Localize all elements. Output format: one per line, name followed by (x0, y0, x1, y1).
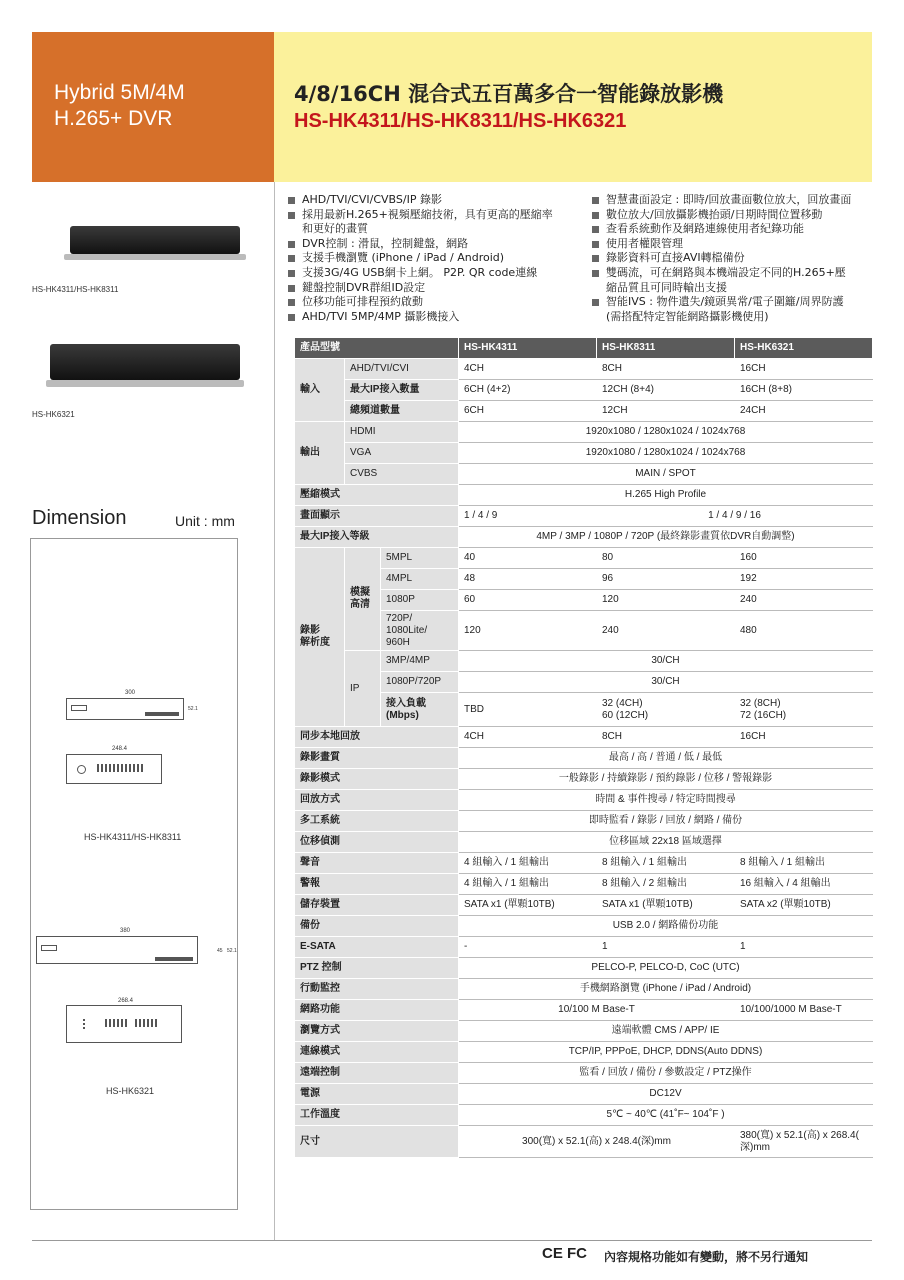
cell: 12CH (597, 401, 735, 422)
certification-marks: CE FC (542, 1245, 587, 1262)
row-label: 720P/ 1080Lite/ 960H (381, 611, 459, 651)
cell: 480 (735, 611, 873, 651)
row-group-rec-res: 錄影 解析度 (295, 548, 345, 727)
drawing-detail (71, 705, 87, 711)
row-label: 接入負載 (Mbps) (381, 693, 459, 727)
row-label: 電源 (295, 1084, 459, 1105)
feature-item-continued: 縮品質且可同時輸出支援 (606, 280, 727, 294)
cell: SATA x2 (單顆10TB) (735, 895, 873, 916)
table-row (295, 527, 873, 548)
cell: 24CH (735, 401, 873, 422)
row-label: 4MPL (381, 569, 459, 590)
table-row (295, 769, 873, 790)
feature-item: 採用最新H.265+視頻壓縮技術，具有更高的壓縮率 (288, 208, 588, 223)
drawing-detail (145, 712, 179, 716)
table-row (295, 1042, 873, 1063)
cell: DC12V (459, 1084, 873, 1105)
row-label: 連線模式 (295, 1042, 459, 1063)
row-label: 畫面顯示 (295, 506, 459, 527)
cell: 192 (735, 569, 873, 590)
row-label: 5MPL (381, 548, 459, 569)
cell: 4 組輸入 / 1 組輸出 (459, 853, 597, 874)
row-label: 錄影畫質 (295, 748, 459, 769)
table-row (295, 727, 873, 748)
spec-table (294, 337, 873, 1158)
feature-item: 雙碼流，可在網路與本機端設定不同的H.265+壓 (592, 266, 877, 281)
series-name (54, 80, 185, 132)
feature-item: 使用者權限管理 (592, 237, 877, 252)
feature-item: AHD/TVI/CVI/CVBS/IP 錄影 (288, 193, 588, 208)
table-row (295, 1126, 873, 1158)
table-row (295, 874, 873, 895)
cell: 32 (4CH) 60 (12CH) (597, 693, 735, 727)
cell: 48 (459, 569, 597, 590)
row-label: PTZ 控制 (295, 958, 459, 979)
model-numbers: HS-HK4311/HS-HK8311/HS-HK6321 (294, 110, 627, 132)
cell: 32 (8CH) 72 (16CH) (735, 693, 873, 727)
table-row (295, 1084, 873, 1105)
feature-item: 位移功能可排程預約啟動 (288, 295, 588, 310)
cell: 96 (597, 569, 735, 590)
drawing-detail (135, 1019, 159, 1027)
feature-item-continued: (需搭配特定智能網路攝影機使用) (606, 309, 769, 323)
dim-label: 380 (120, 928, 131, 934)
dimension-unit: Unit : mm (175, 513, 235, 529)
dim-label: 248.4 (112, 746, 128, 752)
header-series-block (32, 32, 274, 182)
cell: 1 / 4 / 9 (459, 506, 597, 527)
col-header-model: 產品型號 (295, 338, 459, 359)
table-row (295, 811, 873, 832)
row-label: 3MP/4MP (381, 651, 459, 672)
feature-item: AHD/TVI 5MP/4MP 攝影機接入 (288, 310, 588, 325)
cell: 4 組輸入 / 1 組輸出 (459, 874, 597, 895)
feature-item: 數位放大/回放攝影機抬頭/日期時間位置移動 (592, 208, 877, 223)
cell: 120 (459, 611, 597, 651)
table-row (295, 443, 873, 464)
header-title-block (274, 32, 872, 182)
cell: 120 (597, 590, 735, 611)
feature-item: 鍵盤控制DVR群組ID設定 (288, 281, 588, 296)
cell: 16CH (735, 359, 873, 380)
row-label: 最大IP接入等級 (295, 527, 459, 548)
footer-divider (32, 1240, 872, 1241)
cell: MAIN / SPOT (459, 464, 873, 485)
cell: PELCO-P, PELCO-D, CoC (UTC) (459, 958, 873, 979)
cell: 16 組輸入 / 4 組輸出 (735, 874, 873, 895)
row-subgroup-ip: IP (345, 651, 381, 727)
cell: 1 (597, 937, 735, 958)
table-header-row (295, 338, 873, 359)
table-row (295, 1021, 873, 1042)
row-label: 儲存裝置 (295, 895, 459, 916)
table-row (295, 937, 873, 958)
feature-item: 智能IVS : 物件遺失/鏡頭異常/電子圍籬/周界防護 (592, 295, 877, 310)
cell: 遠端軟體 CMS / APP/ IE (459, 1021, 873, 1042)
series-line-1: Hybrid 5M/4M (54, 81, 185, 104)
cell: SATA x1 (單顆10TB) (459, 895, 597, 916)
row-label: CVBS (345, 464, 459, 485)
table-row (295, 548, 873, 569)
row-label: 壓縮模式 (295, 485, 459, 506)
row-group-output: 輸出 (295, 422, 345, 485)
drawing-detail (97, 764, 143, 772)
drawing-detail (83, 1019, 91, 1029)
row-label: 警報 (295, 874, 459, 895)
table-row (295, 1063, 873, 1084)
cell: TCP/IP, PPPoE, DHCP, DDNS(Auto DDNS) (459, 1042, 873, 1063)
row-label: VGA (345, 443, 459, 464)
column-divider (274, 182, 275, 1240)
feature-item: DVR控制 : 滑鼠，控制鍵盤，網路 (288, 237, 588, 252)
row-label: 多工系統 (295, 811, 459, 832)
drawing-detail (41, 945, 57, 951)
row-label: 位移偵測 (295, 832, 459, 853)
page-title: 4/8/16CH 混合式五百萬多合一智能錄放影機 (294, 82, 724, 106)
dim-label: 52.1 (227, 948, 237, 954)
table-row (295, 1105, 873, 1126)
cell: TBD (459, 693, 597, 727)
front-view-small (66, 698, 184, 720)
row-subgroup-analog: 模擬 高清 (345, 548, 381, 651)
cell: 4CH (459, 727, 597, 748)
cell: 40 (459, 548, 597, 569)
row-label: 回放方式 (295, 790, 459, 811)
dim-label: 268.4 (118, 998, 134, 1004)
row-label: 最大IP接入數量 (345, 380, 459, 401)
drawing-detail (77, 765, 86, 774)
table-row (295, 693, 873, 727)
cell: 12CH (8+4) (597, 380, 735, 401)
feature-item: 查看系統動作及網路連線使用者紀錄功能 (592, 222, 877, 237)
table-row (295, 464, 873, 485)
cell: SATA x1 (單顆10TB) (597, 895, 735, 916)
table-row (295, 359, 873, 380)
cell: 最高 / 高 / 普通 / 低 / 最低 (459, 748, 873, 769)
col-header-m2: HS-HK8311 (597, 338, 735, 359)
cell: H.265 High Profile (459, 485, 873, 506)
row-label: 網路功能 (295, 1000, 459, 1021)
cell: 監看 / 回放 / 備份 / 參數設定 / PTZ操作 (459, 1063, 873, 1084)
cell: 4MP / 3MP / 1080P / 720P (最終錄影畫質依DVR自動調整) (459, 527, 873, 548)
table-row (295, 979, 873, 1000)
cell: 240 (597, 611, 735, 651)
cell: 手機網路瀏覽 (iPhone / iPad / Android) (459, 979, 873, 1000)
row-label: 同步本地回放 (295, 727, 459, 748)
cell: 160 (735, 548, 873, 569)
cell: 6CH (459, 401, 597, 422)
cell: 380(寬) x 52.1(高) x 268.4( 深)mm (735, 1126, 873, 1158)
cell: 80 (597, 548, 735, 569)
cell: 即時監看 / 錄影 / 回放 / 網路 / 備份 (459, 811, 873, 832)
row-label: AHD/TVI/CVI (345, 359, 459, 380)
feature-item: 智慧畫面設定 : 即時/回放畫面數位放大，回放畫面 (592, 193, 877, 208)
cell: 1920x1080 / 1280x1024 / 1024x768 (459, 443, 873, 464)
table-row (295, 958, 873, 979)
cell: 30/CH (459, 672, 873, 693)
cell: 8 組輸入 / 2 組輸出 (597, 874, 735, 895)
cell: USB 2.0 / 網路備份功能 (459, 916, 873, 937)
cell: 6CH (4+2) (459, 380, 597, 401)
table-row (295, 651, 873, 672)
row-label: E-SATA (295, 937, 459, 958)
cell: 時間 & 事件搜尋 / 特定時間搜尋 (459, 790, 873, 811)
table-row (295, 401, 873, 422)
cell: 8 組輸入 / 1 組輸出 (597, 853, 735, 874)
table-row (295, 748, 873, 769)
feature-item: 支援3G/4G USB網卡上網。 P2P. QR code連線 (288, 266, 588, 281)
series-line-2: H.265+ DVR (54, 107, 173, 130)
row-label: 總頻道數量 (345, 401, 459, 422)
cell: 8CH (597, 359, 735, 380)
row-group-input: 輸入 (295, 359, 345, 422)
row-label: 錄影模式 (295, 769, 459, 790)
cell: 5℃ ~ 40℃ (41˚F~ 104˚F ) (459, 1105, 873, 1126)
cell: 16CH (735, 727, 873, 748)
dim-label: 45 (217, 948, 223, 954)
rear-view-small (66, 754, 162, 784)
feature-item-continued: 和更好的畫質 (302, 222, 368, 236)
row-label: 尺寸 (295, 1126, 459, 1158)
cell: 位移區域 22x18 區域選擇 (459, 832, 873, 853)
row-label: 瀏覽方式 (295, 1021, 459, 1042)
cell: 10/100 M Base-T (459, 1000, 735, 1021)
rear-view-large (66, 1005, 182, 1043)
product-shadow (64, 254, 246, 260)
cell: 8 組輸入 / 1 組輸出 (735, 853, 873, 874)
cell: 10/100/1000 M Base-T (735, 1000, 873, 1021)
row-label: 工作溫度 (295, 1105, 459, 1126)
col-header-m1: HS-HK4311 (459, 338, 597, 359)
product-shadow (46, 380, 244, 387)
table-row (295, 590, 873, 611)
row-label: 遠端控制 (295, 1063, 459, 1084)
feature-list-right (592, 193, 877, 324)
table-row (295, 506, 873, 527)
dim-label: 52.1 (188, 706, 198, 712)
cell: 1920x1080 / 1280x1024 / 1024x768 (459, 422, 873, 443)
row-label: 備份 (295, 916, 459, 937)
dimension-drawings-box (30, 538, 238, 1210)
cell: 240 (735, 590, 873, 611)
front-view-large (36, 936, 198, 964)
table-row (295, 672, 873, 693)
table-row (295, 422, 873, 443)
drawing-detail (105, 1019, 129, 1027)
drawing-detail (155, 957, 193, 961)
row-label: 1080P (381, 590, 459, 611)
product-image-small (70, 226, 240, 254)
feature-list-left (288, 193, 588, 324)
row-label: 1080P/720P (381, 672, 459, 693)
table-row (295, 916, 873, 937)
footer-note: 內容規格功能如有變動，將不另行通知 (604, 1250, 809, 1264)
row-label: HDMI (345, 422, 459, 443)
cell: 8CH (597, 727, 735, 748)
row-label: 行動監控 (295, 979, 459, 1000)
cell: 1 / 4 / 9 / 16 (597, 506, 873, 527)
feature-item: 錄影資料可直接AVI轉檔備份 (592, 251, 877, 266)
feature-item: 支援手機瀏覽 (iPhone / iPad / Android) (288, 251, 588, 266)
cell: 1 (735, 937, 873, 958)
table-row (295, 569, 873, 590)
col-header-m3: HS-HK6321 (735, 338, 873, 359)
dimension-title: Dimension (32, 507, 127, 529)
table-row (295, 895, 873, 916)
table-row (295, 485, 873, 506)
table-row (295, 611, 873, 651)
table-row (295, 790, 873, 811)
table-row (295, 380, 873, 401)
cell: 一般錄影 / 持續錄影 / 預約錄影 / 位移 / 警報錄影 (459, 769, 873, 790)
table-row (295, 1000, 873, 1021)
cell: 16CH (8+8) (735, 380, 873, 401)
dim-caption-2: HS-HK6321 (106, 1086, 155, 1096)
table-row (295, 832, 873, 853)
cell: 60 (459, 590, 597, 611)
product-image-large (50, 344, 240, 380)
dim-label: 300 (125, 690, 136, 696)
cell: 300(寬) x 52.1(高) x 248.4(深)mm (459, 1126, 735, 1158)
cell: - (459, 937, 597, 958)
table-row (295, 853, 873, 874)
dim-caption-1: HS-HK4311/HS-HK8311 (84, 832, 182, 842)
row-label: 聲音 (295, 853, 459, 874)
cell: 30/CH (459, 651, 873, 672)
product-caption-2: HS-HK6321 (32, 410, 75, 419)
product-caption-1: HS-HK4311/HS-HK8311 (32, 285, 119, 294)
cell: 4CH (459, 359, 597, 380)
